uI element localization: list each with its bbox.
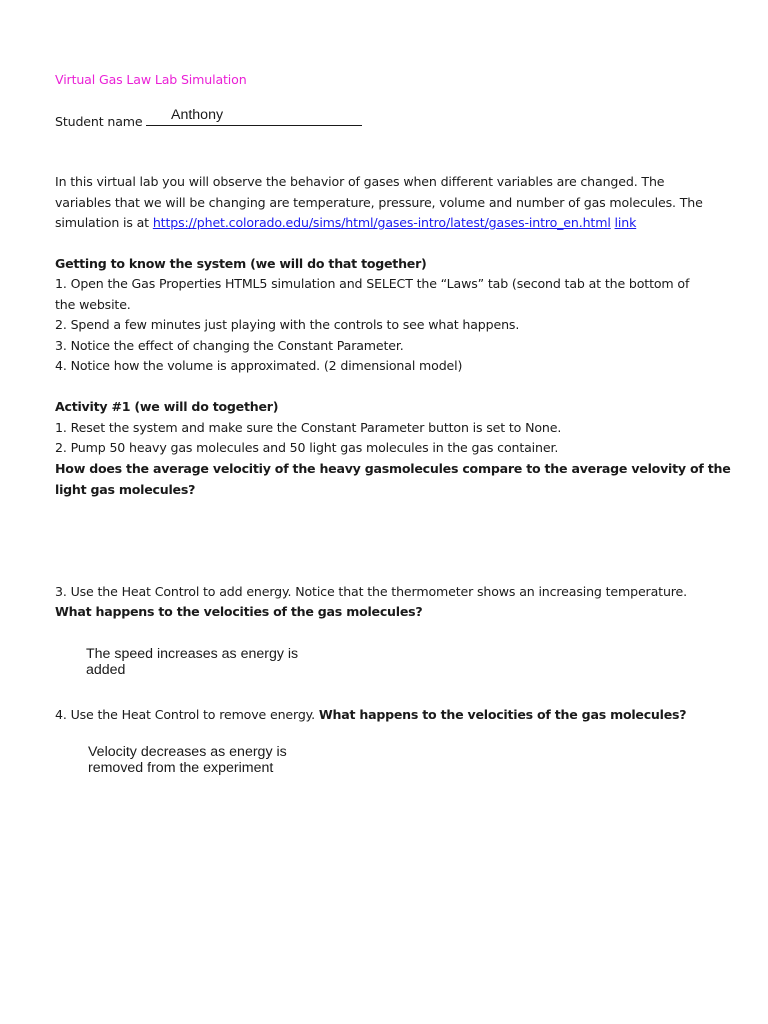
getting-to-know-heading: Getting to know the system (we will do that together) — [55, 256, 427, 271]
getting-step-4: 4. Notice how the volume is approximated. (2 dimensional model) — [55, 358, 463, 373]
document-title: Virtual Gas Law Lab Simulation — [55, 72, 247, 87]
getting-step-2: 2. Spend a few minutes just playing with the controls to see what happens. — [55, 317, 520, 332]
getting-step-1b: the website. — [55, 297, 131, 312]
activity-step-4 — [55, 705, 686, 726]
intro-line-2: variables that we will be changing are temperature, pressure, volume and number of gas molecules. The — [55, 195, 703, 210]
student-name-value[interactable]: Anthony — [171, 107, 224, 123]
student-name-label: Student name — [55, 114, 143, 129]
answer-3-line-2[interactable]: added — [86, 662, 126, 678]
activity-step-4-prefix: 4. Use the Heat Control to remove energy. — [55, 707, 319, 722]
activity-question-4: What happens to the velocities of the gas molecules? — [318, 707, 687, 722]
intro-line-1: In this virtual lab you will observe the behavior of gases when different variables are changed. The — [55, 174, 665, 189]
answer-4-line-2[interactable]: removed from the experiment — [88, 760, 274, 776]
activity-question-3: What happens to the velocities of the gas molecules? — [55, 604, 423, 619]
simulation-link-word[interactable]: link — [614, 215, 637, 230]
intro-line-3 — [55, 213, 636, 234]
answer-4-line-1[interactable]: Velocity decreases as energy is — [88, 744, 287, 760]
answer-3-line-1[interactable]: The speed increases as energy is — [86, 646, 299, 662]
activity-step-2: 2. Pump 50 heavy gas molecules and 50 light gas molecules in the gas container. — [55, 440, 559, 455]
simulation-url-link[interactable]: https://phet.colorado.edu/sims/html/gases-intro/latest/gases-intro_en.html — [152, 215, 611, 230]
getting-step-3: 3. Notice the effect of changing the Constant Parameter. — [55, 338, 404, 353]
activity-question-1a: How does the average velocitiy of the heavy gasmolecules compare to the average velovity of the — [55, 461, 731, 476]
activity-step-3: 3. Use the Heat Control to add energy. Notice that the thermometer shows an increasing temperature. — [55, 584, 687, 599]
intro-line-3-prefix: simulation is at — [55, 215, 153, 230]
activity-step-1: 1. Reset the system and make sure the Constant Parameter button is set to None. — [55, 420, 562, 435]
activity-question-1b: light gas molecules? — [55, 482, 196, 497]
getting-step-1a: 1. Open the Gas Properties HTML5 simulation and SELECT the “Laws” tab (second tab at the bottom of — [55, 276, 690, 291]
activity-1-heading: Activity #1 (we will do together) — [55, 399, 279, 414]
